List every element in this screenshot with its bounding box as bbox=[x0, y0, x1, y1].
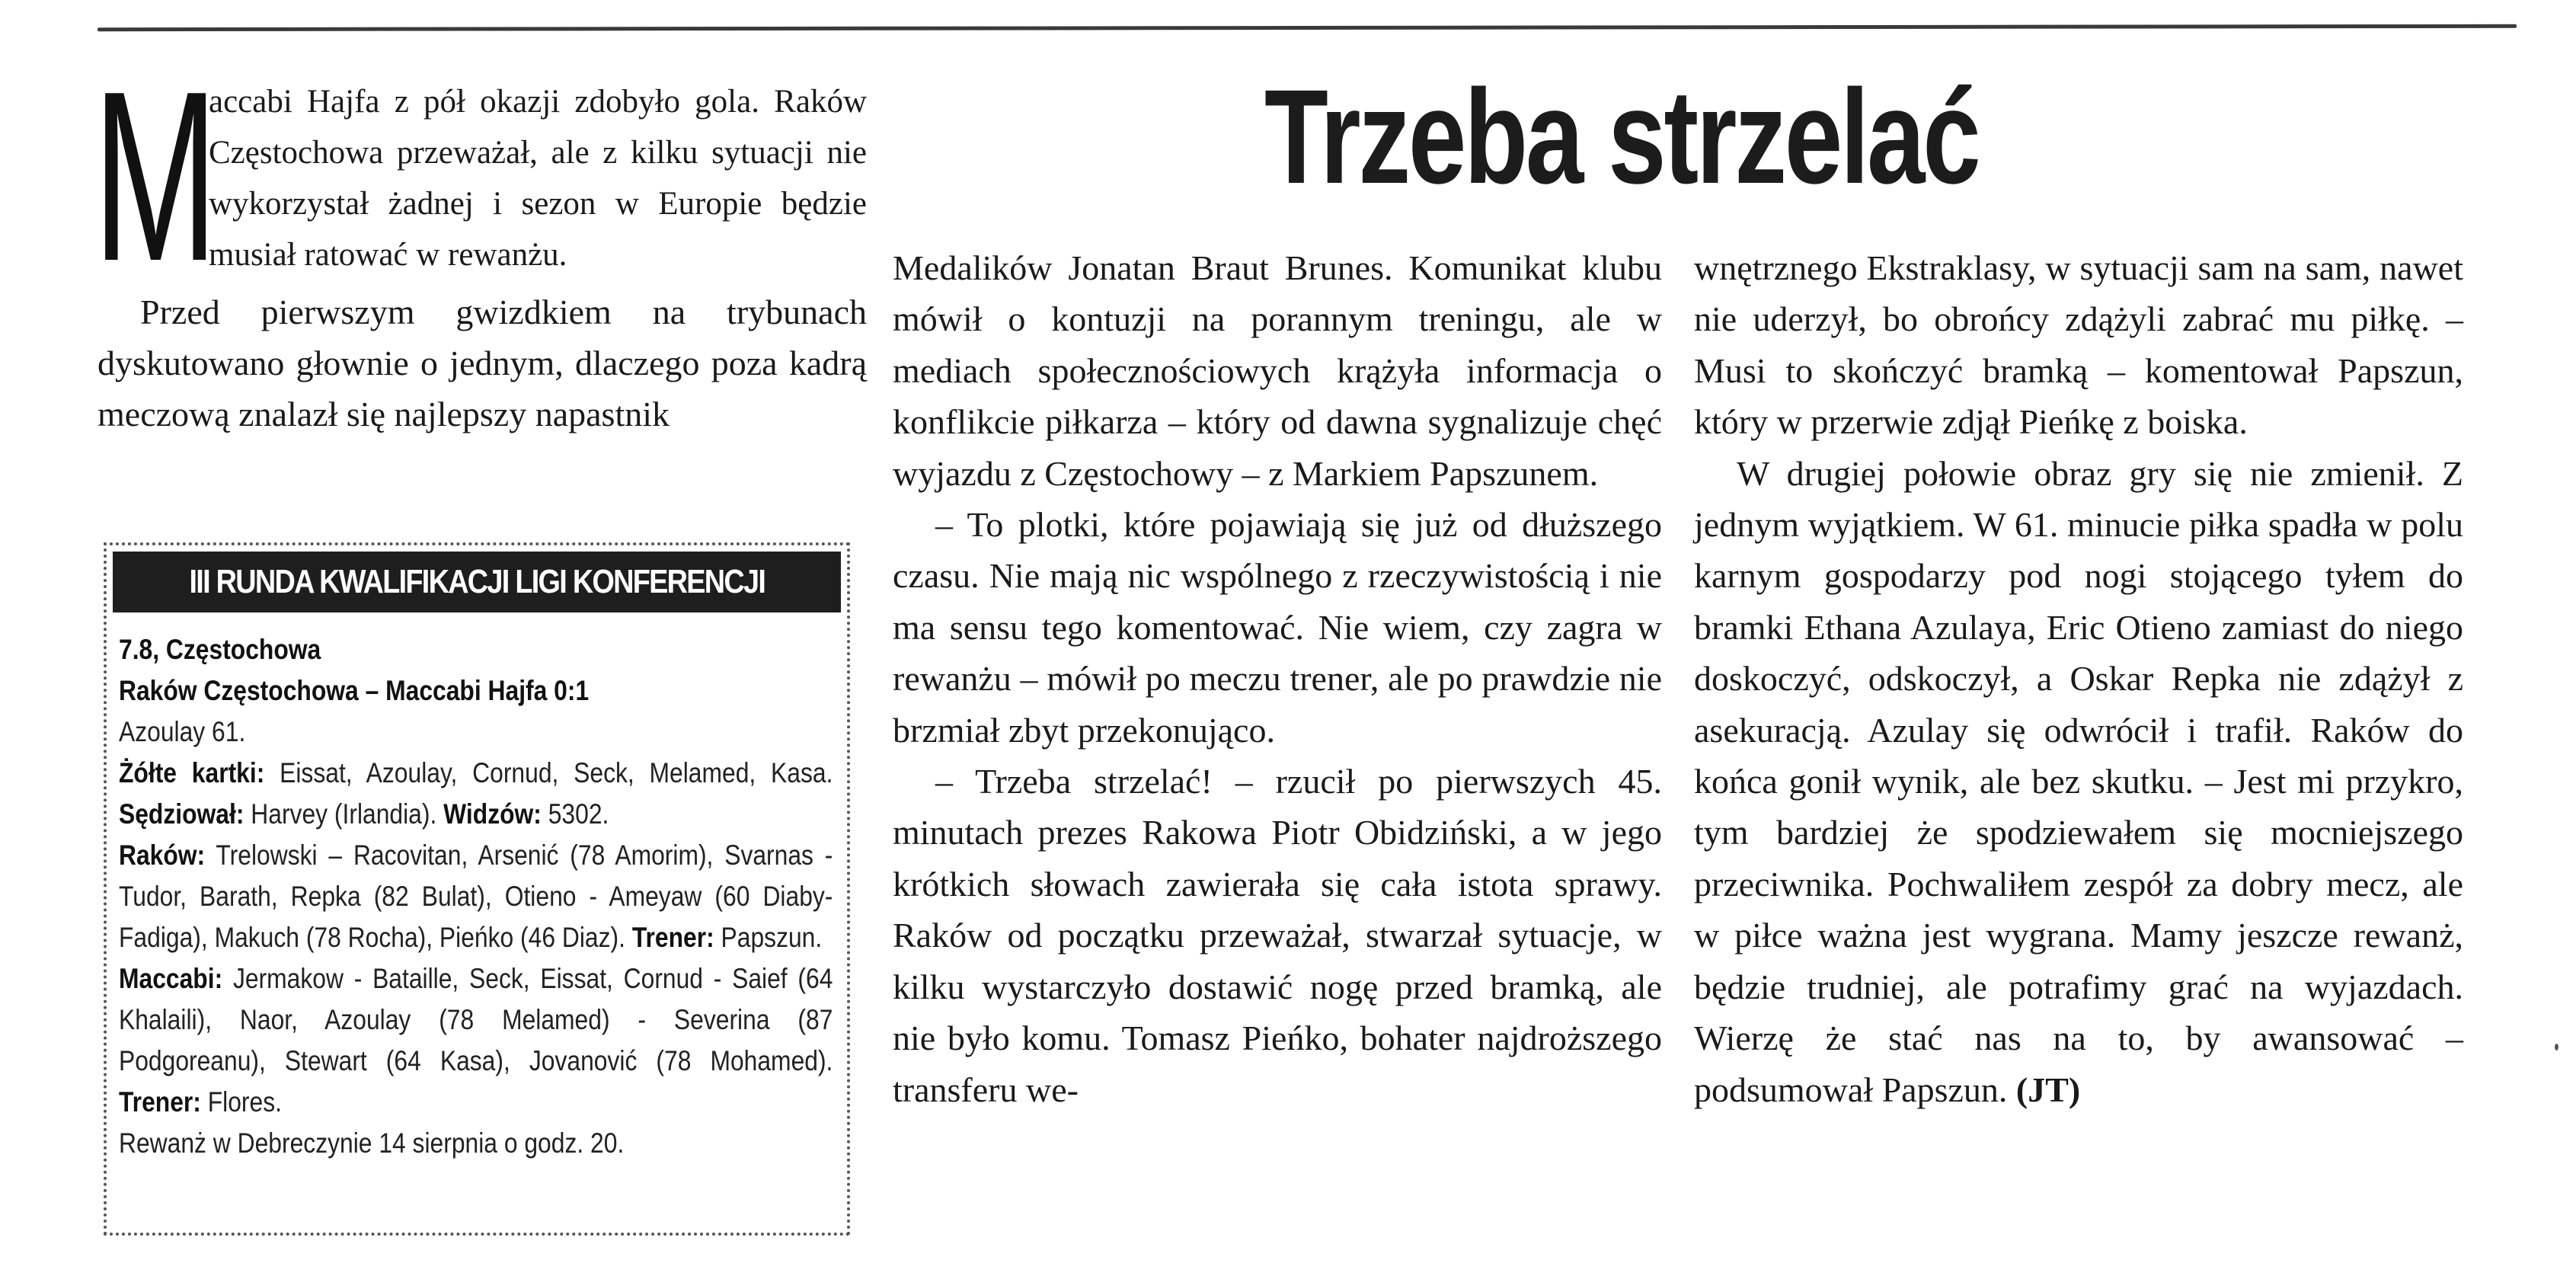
middle-paragraph-1: Medalików Jonatan Braut Brunes. Komunikat klubu mówił o kontuzji na porannym treningu, ale w mediach społecznościowych krążyła informacja o konflikcie piłkarza – który od dawna sygnalizuje chęć wyjazdu z Częstochowy – z Markiem Papszunem. bbox=[893, 248, 1662, 493]
right-paragraph-2 bbox=[1694, 448, 2463, 1115]
attendance: 5302. bbox=[548, 798, 609, 830]
match-details bbox=[119, 753, 836, 1164]
team1-coach-label: Trener: bbox=[631, 922, 714, 953]
author-signature: (JT) bbox=[2015, 1070, 2081, 1109]
team2-lineup: Jermakow - Bataille, Seck, Eissat, Cornud - Saief (64 Khalaili), Naor, Azoulay (78 Melamed) - Severina (87 Podgoreanu), Stewart (64 Kasa), Jovanović (78 Mohamed). bbox=[119, 963, 833, 1076]
team2-coach: Flores. bbox=[207, 1086, 282, 1118]
drop-cap: M bbox=[93, 41, 219, 312]
team1-lineup: Trelowski – Racovitan, Arsenić (78 Amorim), Svarnas - Tudor, Barath, Repka (82 Bulat), Otieno - Ameyaw (60 Diaby-Fadiga), Makuch (78 Rocha), Pieńko (46 Diaz). bbox=[119, 839, 833, 953]
right-paragraph-1: wnętrznego Ekstraklasy, w sytuacji sam na sam, nawet nie uderzył, bo obrońcy zdążyli zabrać mu piłkę. – Musi to skończyć bramką – komentował Papszun, który w przerwie zdjął Pieńkę z boiska. bbox=[1694, 248, 2463, 442]
article-headline: Trzeba strzelać bbox=[1264, 62, 1979, 212]
middle-paragraph-2: – To plotki, które pojawiają się już od dłuższego czasu. Nie mają nic wspólnego z rzeczywistością i nie ma sensu tego komentować. Nie wiem, czy zagra w rewanżu – mówił po meczu trener, ale po prawdzie nie brzmiał zbyt przekonująco. bbox=[893, 505, 1662, 750]
print-speck bbox=[2555, 1044, 2558, 1051]
referee-label: Sędziował: bbox=[119, 798, 244, 830]
return-leg-info: Rewanż w Debreczynie 14 sierpnia o godz. 20. bbox=[119, 1127, 625, 1159]
team1-label: Raków: bbox=[119, 839, 206, 871]
team2-label: Maccabi: bbox=[119, 963, 223, 994]
middle-column bbox=[893, 242, 1662, 1115]
goal-scorers: Azoulay 61. bbox=[119, 716, 246, 747]
middle-paragraph-3: – Trzeba strzelać! – rzucił po pierwszych 45. minutach prezes Rakowa Piotr Obidziński, a w jego krótkich słowach zawierała się cała istota sprawy. Raków od początku przeważał, stwarzał sytuacje, w kilku wystarczyło dostawić nogę przed bramką, ale nie było komu. Tomasz Pieńko, bohater najdroższego transferu we- bbox=[893, 762, 1662, 1109]
lead-text: accabi Hajfa z pół okazji zdobyło gola. Raków Częstochowa przeważał, ale z kilku sytuacji nie wykorzystał żadnej i sezon w Europie będzie musiał ratować w rewanżu. bbox=[209, 84, 867, 273]
top-rule bbox=[97, 24, 2517, 31]
match-result: Raków Częstochowa – Maccabi Hajfa 0:1 bbox=[119, 675, 590, 706]
team1-coach: Papszun. bbox=[721, 922, 823, 953]
yellow-cards-label: Żółte kartki: bbox=[119, 757, 265, 788]
yellow-cards: Eissat, Azoulay, Cornud, Seck, Melamed, Kasa. bbox=[280, 757, 833, 788]
right-paragraph-2-text: W drugiej połowie obraz gry się nie zmienił. Z jednym wyjątkiem. W 61. minucie piłka spadła w polu karnym gospodarzy pod nogi stojącego tyłem do bramki Ethana Azulaya, Eric Otieno zamiast do niego doskoczyć, odskoczył, a Oskar Repka nie zdążył z asekuracją. Azulay się odwrócił i trafił. Raków do końca gonił wynik, ale bez skutku. – Jest mi przykro, tym bardziej że spodziewałem się mocniejszego przeciwnika. Pochwaliłem zespół za dobry mecz, ale w piłce ważna jest wygrana. Mamy jeszcze rewanż, będzie trudniej, ale potrafimy grać na wyjazdach. Wierzę że stać nas na to, by awansować – podsumował Papszun. bbox=[1694, 453, 2463, 1109]
right-column bbox=[1694, 242, 2463, 1115]
team2-coach-label: Trener: bbox=[119, 1086, 201, 1118]
competition-title: III RUNDA KWALIFIKACJI LIGI KONFERENCJI bbox=[189, 563, 765, 600]
referee: Harvey (Irlandia). bbox=[251, 798, 437, 830]
lead-paragraph bbox=[93, 41, 867, 312]
attendance-label: Widzów: bbox=[443, 798, 542, 830]
stats-box-header bbox=[113, 552, 841, 612]
intro-paragraph: Przed pierwszym gwizdkiem na trybunach dyskutowano głownie o jednym, dlaczego poza kadrą meczową znalazł się najlepszy napastnik bbox=[97, 293, 867, 433]
match-stats-box bbox=[104, 542, 850, 1236]
match-date-place: 7.8, Częstochowa bbox=[119, 634, 321, 665]
left-column bbox=[93, 41, 867, 440]
stats-box-body bbox=[107, 612, 847, 1164]
